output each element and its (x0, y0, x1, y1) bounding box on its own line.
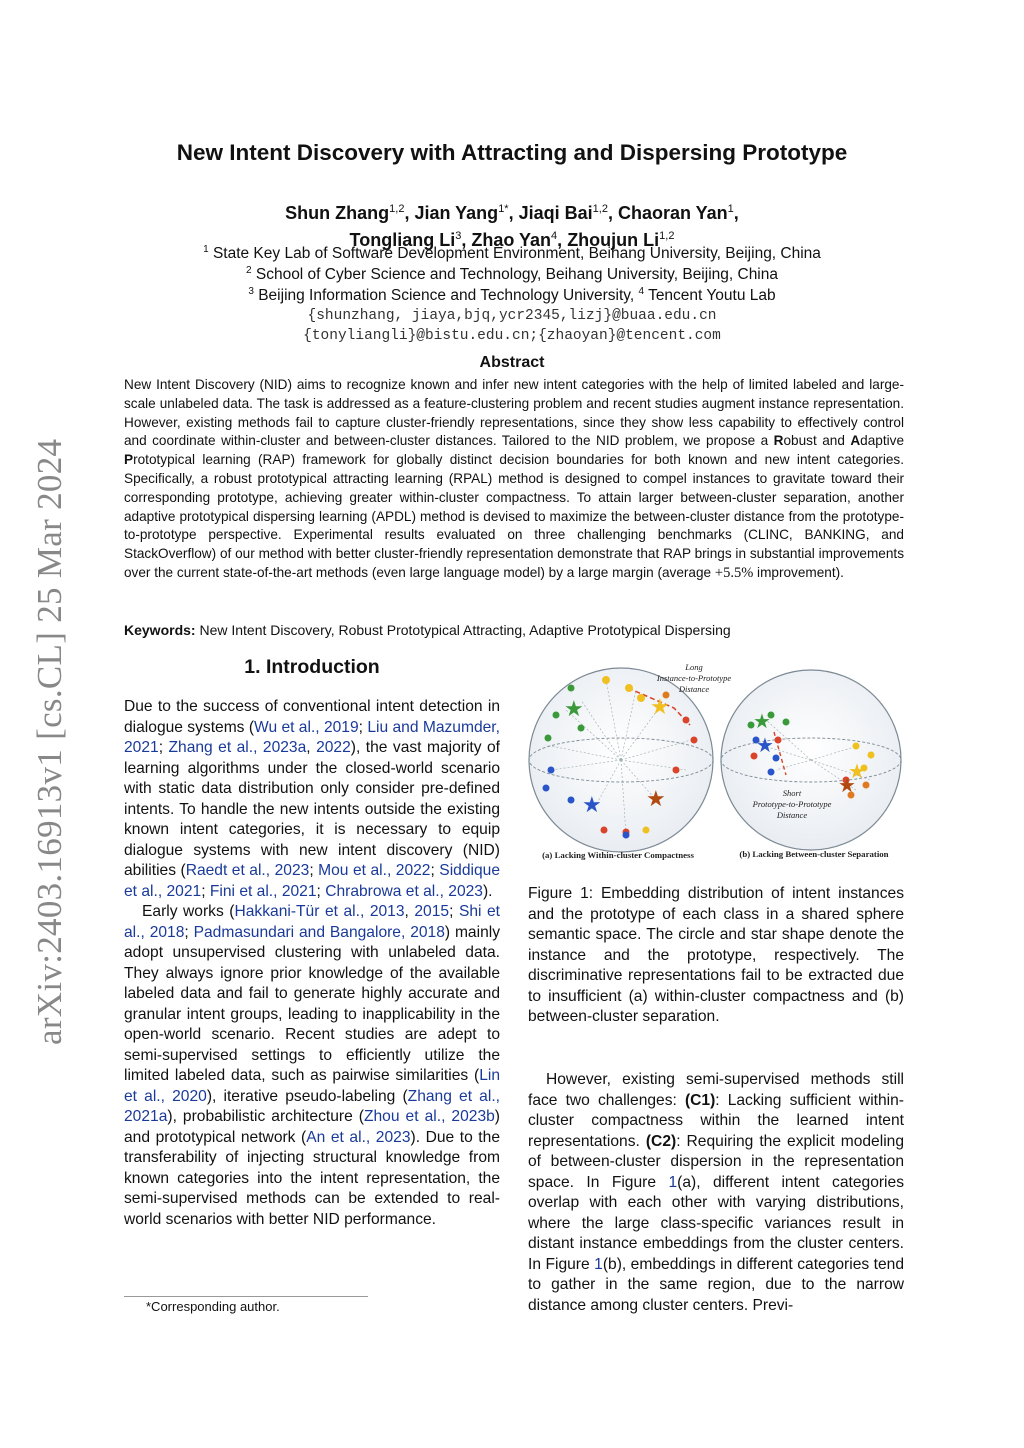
author-sup: 1,2 (389, 203, 405, 215)
figure-ref-link[interactable]: 1 (668, 1173, 678, 1191)
text: ). Due to the transferability of injecting structural knowledge from known categories into the intent representation, the semi-supervised methods can be extended to real-world scenarios with better NID performance. (124, 1128, 500, 1228)
affiliation-text: Beijing Information Science and Technology University, (258, 287, 635, 305)
author-sup: 3 (455, 230, 462, 242)
subfigure-b-label: (b) Lacking Between-cluster Separation (739, 849, 889, 859)
citation-link[interactable]: Lin et al., 2020 (124, 1067, 500, 1105)
abstract-bold: R (773, 433, 784, 449)
abstract-body (124, 376, 904, 583)
svg-text:★: ★ (564, 696, 584, 721)
keywords-label: Keywords: (124, 622, 196, 638)
citation-link[interactable]: Liu and Mazumder, 2021 (124, 718, 500, 756)
long-label: Distance (678, 684, 710, 694)
affiliation-2: $^2$ School of Cyber Science and Technology, Beihang University, Beijing, China (245, 265, 778, 284)
svg-text:★: ★ (756, 735, 774, 757)
abstract-bold: A (850, 433, 861, 449)
intro-paragraph-2: Early works (Hakkani-Tür et al., 2013, 2015; Shi et al., 2018; Padmasundari and Bangalore, 2018) mainly adopt unsupervised clustering with unlabeled data. They always ignore prior knowledge of the available labeled data and fail to generate highly accurate and granular intent groups, leading to inapplicability in the open-world scenario. Recent studies are adept to semi-supervised settings to efficiently utilize the limited labeled data, such as pairwise similarities (Lin et al., 2020), iterative pseudo-labeling (Zhang et al., 2021a), probabilistic architecture (Zhou et al., 2023b) and prototypical network (An et al., 2023). Due to the transferability of injecting structural knowledge from known categories into the intent representation, the semi-supervised methods can be extended to real-world scenarios with better NID performance. (124, 903, 501, 1228)
text: ), probabilistic architecture ( (167, 1108, 364, 1125)
right-column (528, 1070, 904, 1316)
short-label: Distance (776, 810, 808, 820)
citation-link[interactable]: 2015 (414, 903, 450, 920)
author-name: Shun Zhang (285, 203, 390, 223)
abstract-text: daptive (860, 433, 905, 449)
citation-link[interactable]: Chrabrowa et al., 2023 (325, 882, 483, 900)
citation-link[interactable]: Mou et al., 2022 (318, 862, 431, 879)
author-name: Zhao Yan (471, 230, 552, 250)
svg-text:★: ★ (848, 761, 866, 783)
email-line-1: {shunzhang, jiaya,bjq,ycr2345,lizj}@buaa.edu.cn (307, 308, 717, 324)
text: : Requiring the explicit modeling of between-cluster dispersion in the representation space. In Figure (528, 1132, 905, 1191)
affiliation-text: State Key Lab of Software Development Environment, Beihang University, Beijing, China (212, 245, 821, 263)
intro-paragraph-1: Due to the success of conventional intent detection in dialogue systems (Wu et al., 2019; Liu and Mazumder, 2021; Zhang et al., 2023a, 2022), the vast majority of learning algorithms under the closed-world scenario with static data distribution only consider pre-defined intents. To handle the new intents outside the existing known intent categories, it is necessary to equip dialogue systems with new intent discovery (NID) abilities (Raedt et al., 2023; Mou et al., 2022; Siddique et al., 2021; Fini et al., 2021; Chrabrowa et al., 2023). (124, 698, 500, 900)
affiliation-text: Tencent Youtu Lab (648, 287, 776, 305)
challenge-label: (C2) (645, 1132, 677, 1150)
svg-text:★: ★ (646, 786, 666, 811)
challenge-label: (C1) (684, 1091, 716, 1109)
author-name: Chaoran Yan (617, 203, 728, 223)
left-column (124, 697, 500, 1230)
text: : Lacking sufficient within-cluster compactness within the learned intent representations. (528, 1091, 904, 1150)
svg-text:★: ★ (650, 694, 670, 719)
author-name: Jian Yang (414, 203, 499, 223)
author-sup: 1,2 (659, 230, 675, 242)
text: Due to the success of conventional intent detection in dialogue systems ( (124, 698, 500, 736)
abstract-bold: P (124, 452, 134, 468)
text: ) mainly adopt unsupervised clustering with unlabeled data. They always ignore prior knowledge of the available labeled data and fail to generate highly accurate and granular intent groups, leading to inapplicability in the open-world scenario. Recent studies are adept to semi-supervised settings to efficiently utilize the limited labeled data, such as pairwise similarities ( (124, 923, 501, 1084)
citation-link[interactable]: Hakkani-Tür et al., 2013 (234, 903, 405, 920)
svg-text:★: ★ (753, 711, 771, 733)
long-label: Long (685, 662, 703, 672)
arxiv-stamp: arXiv:2403.16913v1 [cs.CL] 25 Mar 2024 (30, 438, 69, 1045)
abstract-text: rototypical learning (RAP) framework for globally distinct decision boundaries for both known and new intent categories. Specifically, a robust prototypical attracting learning (RPAL) method is designed to compel instances to gravitate toward their corresponding prototype, achieving greater within-cluster compactness. To attain larger between-cluster separation, another adaptive prototypical dispersing learning (APDL) method is devised to maximize the between-cluster distance from the prototype-to-prototype perspective. Experimental results evaluated on three challenging benchmarks (CLINC, BANKING, and StackOverflow) of our method with better cluster-friendly representation demonstrate that RAP brings in substantial improvements over the current state-of-the-art methods (even large language model) by a large margin (average (124, 452, 904, 580)
citation-link[interactable]: Zhang et al., 2021a (124, 1087, 500, 1125)
abstract-text: obust and (783, 433, 851, 449)
citation-link[interactable]: Siddique et al., 2021 (124, 862, 500, 900)
svg-text:★: ★ (582, 792, 602, 817)
footnote-rule (124, 1296, 368, 1297)
text: Early works ( (142, 903, 235, 920)
citation-link[interactable]: Fini et al., 2021 (209, 882, 317, 900)
author-sup: 4 (551, 230, 558, 242)
subfigure-a-label: (a) Lacking Within-cluster Compactness (542, 850, 694, 860)
affiliation-3-4: $^3$ Beijing Information Science and Technology University, $^4$ Tencent Youtu Lab (248, 286, 776, 305)
abstract-text: improvement). (753, 564, 844, 580)
figure-caption: Figure 1: Embedding distribution of intent instances and the prototype of each class in a shared sphere semantic space. The circle and star shape denote the instance and the prototype, respectively. The discriminative representations fail to be extracted due to insufficient (a) within-cluster compactness and (b) between-cluster separation. (528, 885, 904, 1025)
citation-link[interactable]: Shi et al., 2018 (124, 903, 501, 941)
abstract-text: New Intent Discovery (NID) aims to recognize known and infer new intent categories with the help of limited labeled and large-scale unlabeled data. The task is addressed as a feature-clustering problem and recent studies augment instance representation. However, existing methods fail to capture cluster-friendly representations, since they show less capability to effectively control and coordinate within-cluster and between-cluster distances. Tailored to the NID problem, we propose a (124, 377, 904, 449)
figure-1 (526, 660, 906, 870)
text: ), iterative pseudo-labeling ( (206, 1087, 408, 1105)
authors-line-1: Shun Zhang$^{1,2}$, Jian Yang$^{1*}$, Jiaqi Bai$^{1,2}$, Chaoran Yan$^1$, (285, 203, 739, 223)
citation-link[interactable]: Zhou et al., 2023b (363, 1108, 495, 1125)
section-title: 1. Introduction (244, 656, 380, 678)
text: (a), different intent categories overlap with each other with varying distributions, where the large class-specific variances result in distant instance embeddings from the cluster centers. In Figure (528, 1173, 904, 1273)
abstract-title: Abstract (479, 354, 545, 371)
citation-link[interactable]: An et al., 2023 (306, 1128, 411, 1146)
author-sup: 1,2 (592, 203, 608, 215)
text: ), the vast majority of learning algorithms under the closed-world scenario with static data distribution only consider pre-defined intents. To handle the new intents outside the existing known intent categories, it is necessary to equip dialogue systems with new intent discovery (NID) abilities ( (124, 739, 500, 879)
svg-text:★: ★ (838, 775, 856, 797)
keywords-text: New Intent Discovery, Robust Prototypical Attracting, Adaptive Prototypical Dispersing (199, 622, 731, 638)
sphere-b (721, 670, 901, 850)
right-paragraph (528, 1070, 904, 1316)
paper-title: New Intent Discovery with Attracting and Dispersing Prototype (176, 140, 848, 165)
author-sup: 1 (727, 203, 734, 215)
citation-link[interactable]: Wu et al., 2019 (254, 718, 359, 736)
short-label: Short (782, 788, 802, 798)
author-sup: 1* (498, 203, 509, 215)
sphere-a (529, 668, 713, 852)
text: (b), embeddings in different categories tend to gather in the same region, due to the narrow distance among cluster centers. Previ- (528, 1255, 904, 1314)
keywords (124, 622, 904, 638)
affiliation-text: School of Cyber Science and Technology, Beihang University, Beijing, China (255, 266, 778, 284)
citation-link[interactable]: Padmasundari and Bangalore, 2018 (193, 923, 445, 941)
author-name: Jiaqi Bai (518, 203, 593, 223)
citation-link[interactable]: Raedt et al., 2023 (185, 862, 310, 879)
footnote: *Corresponding author. (146, 1299, 280, 1314)
citation-link[interactable]: Zhang et al., 2023a (168, 739, 307, 756)
long-label: Instance-to-Prototype (656, 673, 732, 683)
affiliation-1: $^1$ State Key Lab of Software Development Environment, Beihang University, Beijing, China (203, 244, 821, 263)
email-line-2: {tonyliangli}@bistu.edu.cn;{zhaoyan}@tencent.com (303, 328, 721, 344)
authors-line-2: Tongliang Li$^3$, Zhao Yan$^4$, Zhoujun Li$^{1,2}$ (349, 230, 675, 250)
author-name: Tongliang Li (349, 230, 456, 250)
short-label: Prototype-to-Prototype (752, 799, 832, 809)
text: ) and prototypical network ( (124, 1108, 500, 1146)
text: ). (482, 882, 493, 900)
figure-ref-link[interactable]: 1 (594, 1255, 603, 1273)
author-name: Zhoujun Li (567, 230, 660, 250)
improvement-value: +5.5% (714, 564, 754, 581)
text: However, existing semi-supervised methods still face two challenges: (528, 1071, 904, 1109)
citation-link[interactable]: 2022 (316, 739, 351, 756)
